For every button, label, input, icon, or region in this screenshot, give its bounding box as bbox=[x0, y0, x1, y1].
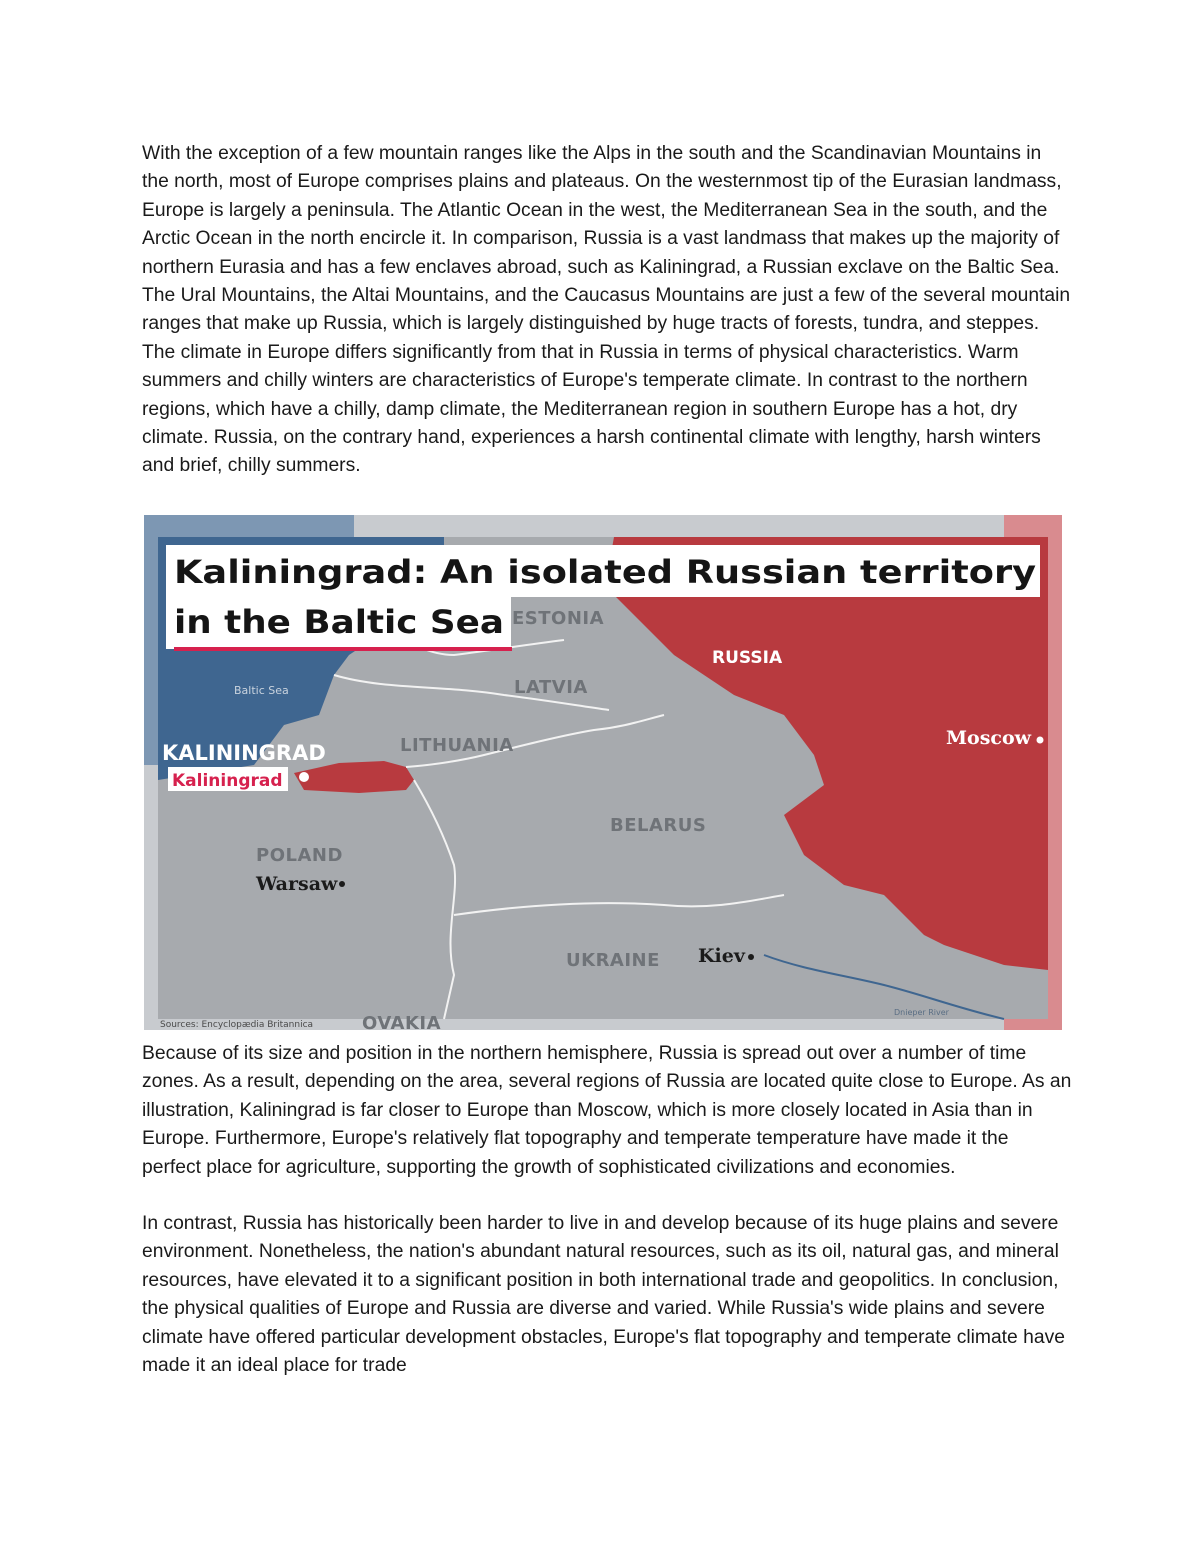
paragraph-conclusion: In contrast, Russia has historically been harder to live in and develop because of its huge plains and severe environment. Nonetheless, the nation's abundant natural resources, such as its oil, natural gas, and mineral resources, have elevated it to a significant position in both international trade and geopolitics. In conclusion, the physical qualities of Europe and Russia are diverse and varied. While Russia's wide plains and severe climate have offered particular development obstacles, Europe's flat topography and temperate climate have made it an ideal place for trade bbox=[142, 1213, 1065, 1377]
ukraine-label: UKRAINE bbox=[566, 950, 660, 971]
latvia-label: LATVIA bbox=[514, 677, 588, 698]
russia-label: RUSSIA bbox=[712, 648, 783, 668]
warsaw-dot bbox=[339, 881, 345, 887]
paragraph-intro: With the exception of a few mountain ranges like the Alps in the south and the Scandinavian Mountains in the north, most of Europe comprises plains and plateaus. On the westernmost tip of the Eurasian landmass, Europe is largely a peninsula. The Atlantic Ocean in the west, the Mediterranean Sea in the south, and the Arctic Ocean in the north encircle it. In comparison, Russia is a vast landmass that makes up the majority of northern Eurasia and has a few enclaves abroad, such as Kaliningrad, a Russian exclave on the Baltic Sea. The Ural Mountains, the Altai Mountains, and the Caucasus Mountains are just a few of the several mountain ranges that make up Russia, which is largely distinguished by huge tracts of forests, tundra, and steppes. The climate in Europe differs significantly from that in Russia in terms of physical characteristics. Warm summers and chilly winters are characteristics of Europe's temperate climate. In contrast to the northern regions, which have a chilly, damp climate, the Mediterranean region in southern Europe has a hot, dry climate. Russia, on the contrary hand, experiences a harsh continental climate with lengthy, harsh winters and brief, chilly summers. bbox=[142, 143, 1071, 477]
dnieper-river-label: Dnieper River bbox=[894, 1008, 949, 1017]
slovakia-label: OVAKIA bbox=[362, 1013, 442, 1030]
map-source-label: Sources: Encyclopædia Britannica bbox=[160, 1020, 314, 1030]
moscow-label: Moscow bbox=[946, 727, 1031, 749]
poland-label: POLAND bbox=[256, 845, 343, 866]
kaliningrad-city-label: Kaliningrad bbox=[172, 771, 283, 791]
belarus-label: BELARUS bbox=[610, 815, 707, 836]
title-underline bbox=[174, 647, 512, 651]
kaliningrad-region-label: KALININGRAD bbox=[162, 741, 326, 765]
kaliningrad-map-figure bbox=[144, 515, 1062, 1030]
moscow-dot bbox=[1037, 737, 1044, 744]
map-title-line2: in the Baltic Sea bbox=[174, 603, 504, 641]
map-title-line1: Kaliningrad: An isolated Russian territory bbox=[174, 553, 1037, 591]
kiev-dot bbox=[748, 954, 754, 960]
map-svg bbox=[144, 515, 1062, 1030]
estonia-label: ESTONIA bbox=[512, 608, 605, 629]
baltic-sea-label: Baltic Sea bbox=[234, 684, 289, 697]
lithuania-label: LITHUANIA bbox=[400, 735, 514, 756]
kaliningrad-city-dot bbox=[299, 772, 309, 782]
kiev-label: Kiev bbox=[698, 945, 745, 967]
warsaw-label: Warsaw bbox=[256, 873, 338, 895]
paragraph-time-zones: Because of its size and position in the northern hemisphere, Russia is spread out over a number of time zones. As a result, depending on the area, several regions of Russia are located quite close to Europe. As an illustration, Kaliningrad is far closer to Europe than Moscow, which is more closely located in Asia than in Europe. Furthermore, Europe's relatively flat topography and temperate temperature have made it the perfect place for agriculture, supporting the growth of sophisticated civilizations and economies. bbox=[142, 1043, 1072, 1178]
